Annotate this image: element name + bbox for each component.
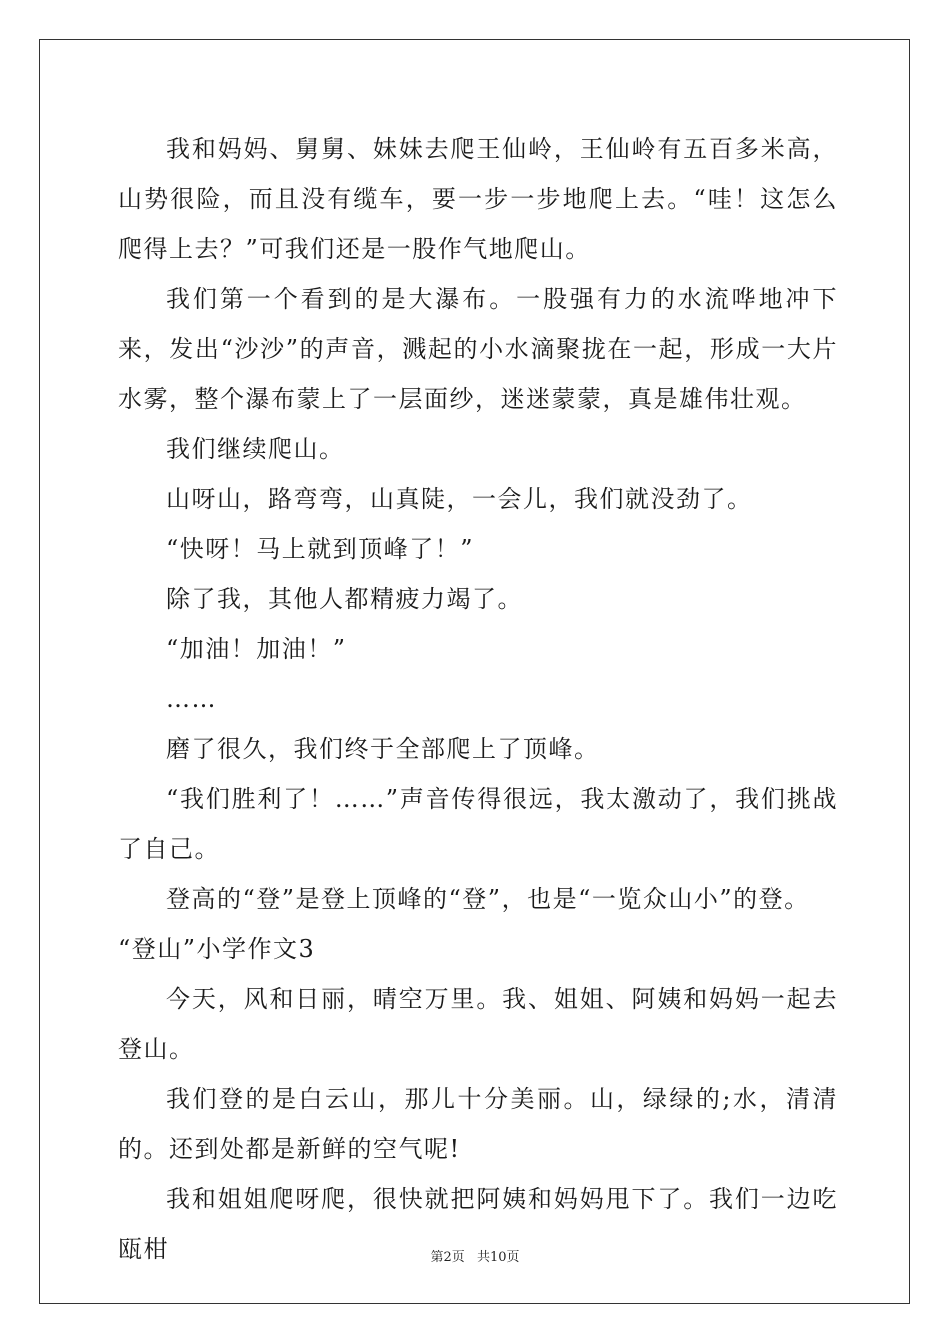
paragraph: 磨了很久，我们终于全部爬上了顶峰。 xyxy=(166,735,600,763)
paragraph: 今天，风和日丽，晴空万里。我、姐姐、阿姨和妈妈一起去登山。 xyxy=(118,985,838,1063)
paragraph: 我和妈妈、舅舅、妹妹去爬王仙岭，王仙岭有五百多米高，山势很险，而且没有缆车，要一步一步地爬上去。“哇！这怎么爬得上去？”可我们还是一股作气地爬山。 xyxy=(118,135,838,263)
paragraph: “快呀！马上就到顶峰了！” xyxy=(166,535,475,563)
page-total: 共10页 xyxy=(476,1250,520,1265)
section-heading: “登山”小学作文3 xyxy=(118,935,316,963)
paragraph: 山呀山，路弯弯，山真陡，一会儿，我们就没劲了。 xyxy=(166,485,753,513)
page-footer xyxy=(0,1246,950,1265)
paragraph: 我和姐姐爬呀爬，很快就把阿姨和妈妈甩下了。我们一边吃瓯柑 xyxy=(118,1185,838,1263)
paragraph: 除了我，其他人都精疲力竭了。 xyxy=(166,585,523,613)
paragraph: 登高的“登”是登上顶峰的“登”，也是“一览众山小”的登。 xyxy=(166,885,810,913)
paragraph: …… xyxy=(166,685,217,713)
paragraph: 我们继续爬山。 xyxy=(166,435,345,463)
paragraph: “加油！加油！” xyxy=(166,635,347,663)
paragraph: 我们第一个看到的是大瀑布。一股强有力的水流哗地冲下来，发出“沙沙”的声音，溅起的小水滴聚拢在一起，形成一大片水雾，整个瀑布蒙上了一层面纱，迷迷蒙蒙，真是雄伟壮观。 xyxy=(118,285,838,413)
paragraph: 我们登的是白云山，那儿十分美丽。山，绿绿的;水，清清的。还到处都是新鲜的空气呢! xyxy=(118,1085,838,1163)
paragraph: “我们胜利了！……”声音传得很远，我太激动了，我们挑战了自己。 xyxy=(118,785,838,863)
document-body xyxy=(118,124,838,1274)
page-number: 第2页 xyxy=(430,1250,465,1265)
